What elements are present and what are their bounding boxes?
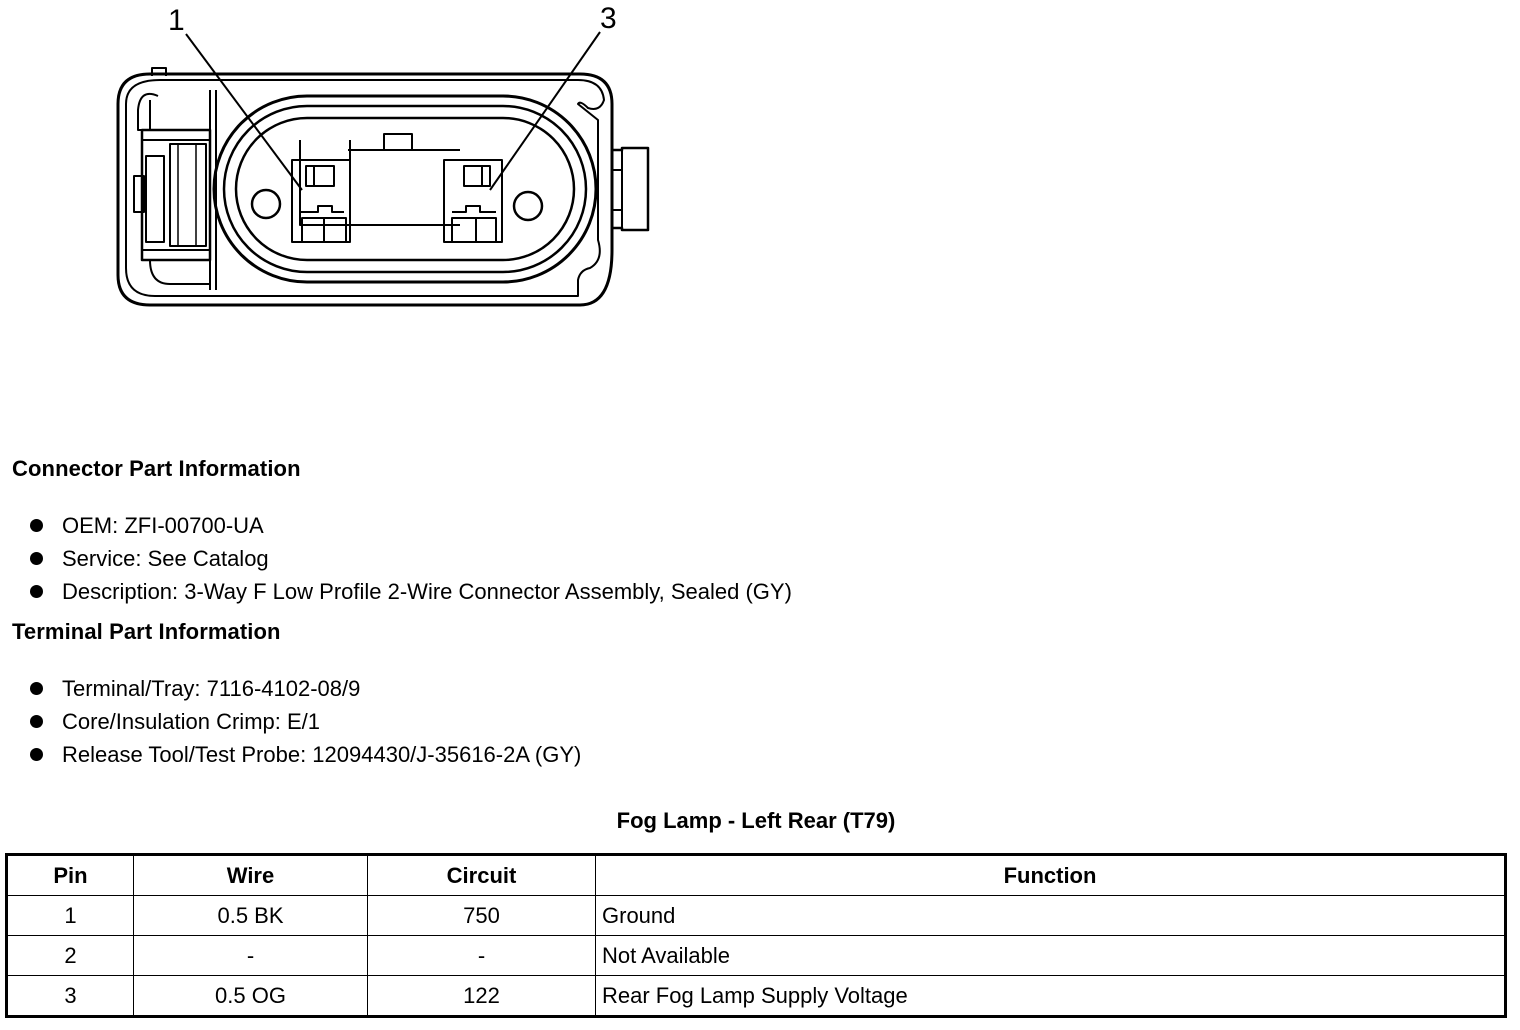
connector-right-latch (612, 148, 648, 230)
list-item (28, 542, 792, 575)
cell-pin: 2 (7, 936, 134, 976)
cavity-hole-right (514, 192, 542, 220)
list-item-text: Core/Insulation Crimp: E/1 (62, 709, 320, 734)
list-item-text: Service: See Catalog (62, 546, 269, 571)
table-row (7, 936, 1506, 976)
cell-circuit: - (368, 936, 596, 976)
cell-function: Ground (596, 896, 1506, 936)
cell-pin: 3 (7, 976, 134, 1017)
cell-circuit: 750 (368, 896, 596, 936)
list-item-text: Terminal/Tray: 7116-4102-08/9 (62, 676, 361, 701)
list-item (28, 575, 792, 608)
bullet-icon (30, 585, 43, 598)
connector-housing-outline (118, 74, 612, 305)
table-header-row (7, 855, 1506, 896)
connector-seal-outer (214, 96, 596, 282)
terminal-info-heading: Terminal Part Information (12, 619, 281, 644)
cavity-hole-left (252, 190, 280, 218)
callout-1-label: 1 (168, 4, 185, 37)
list-item-text: OEM: ZFI-00700-UA (62, 513, 264, 538)
pin-table (5, 853, 1507, 1018)
header-circuit: Circuit (368, 855, 596, 896)
cell-function: Not Available (596, 936, 1506, 976)
table-row (7, 896, 1506, 936)
cell-pin: 1 (7, 896, 134, 936)
cell-wire: 0.5 BK (134, 896, 368, 936)
list-item (28, 672, 581, 705)
terminal-3 (444, 160, 502, 242)
cell-wire: - (134, 936, 368, 976)
list-item (28, 738, 581, 771)
cell-function: Rear Fog Lamp Supply Voltage (596, 976, 1506, 1017)
table-row (7, 976, 1506, 1017)
table-caption: Fog Lamp - Left Rear (T79) (616, 808, 896, 833)
bullet-icon (30, 682, 43, 695)
bullet-icon (30, 519, 43, 532)
list-item-text: Release Tool/Test Probe: 12094430/J-35616-2A (GY) (62, 742, 582, 767)
cell-circuit: 122 (368, 976, 596, 1017)
list-item (28, 705, 581, 738)
connector-diagram (0, 0, 700, 330)
header-function: Function (596, 855, 1506, 896)
bullet-icon (30, 715, 43, 728)
header-wire: Wire (134, 855, 368, 896)
list-item (28, 509, 792, 542)
bullet-icon (30, 552, 43, 565)
connector-info-heading: Connector Part Information (12, 456, 301, 481)
bullet-icon (30, 748, 43, 761)
callout-3-label: 3 (600, 2, 617, 35)
list-item-text: Description: 3-Way F Low Profile 2-Wire Connector Assembly, Sealed (GY) (62, 579, 792, 604)
cell-wire: 0.5 OG (134, 976, 368, 1017)
connector-info-list (28, 509, 792, 608)
terminal-info-list (28, 672, 581, 771)
header-pin: Pin (7, 855, 134, 896)
callout-1-leader (186, 34, 302, 190)
